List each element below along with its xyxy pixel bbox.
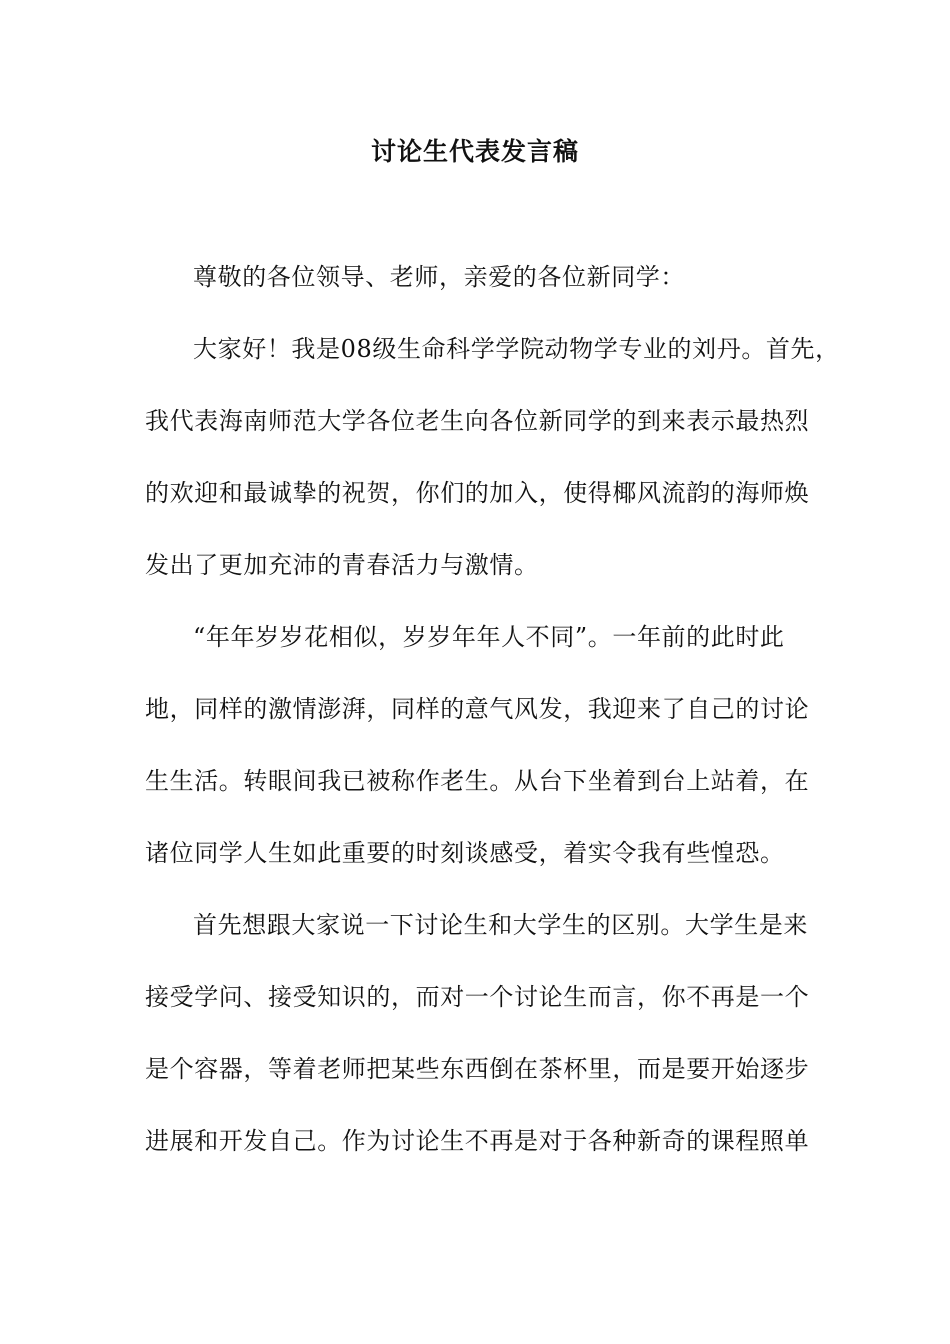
paragraph-line-5: 发出了更加充沛的青春活力与激情。 bbox=[145, 551, 539, 579]
paragraph-line-10: 首先想跟大家说一下讨论生和大学生的区别。大学生是来 bbox=[193, 911, 808, 939]
document-body bbox=[145, 252, 840, 1188]
paragraph-line-6: “年年岁岁花相似，岁岁年年人不同”。一年前的此时此 bbox=[193, 623, 785, 651]
paragraph-line-2: 大家好！我是08级生命科学学院动物学专业的刘丹。首先， bbox=[193, 335, 840, 363]
paragraph-line-4: 的欢迎和最诚挚的祝贺，你们的加入，使得椰风流韵的海师焕 bbox=[145, 479, 810, 507]
paragraph-line-1: 尊敬的各位领导、老师，亲爱的各位新同学： bbox=[193, 263, 685, 291]
paragraph-line-3: 我代表海南师范大学各位老生向各位新同学的到来表示最热烈 bbox=[145, 407, 810, 435]
paragraph-line-11: 接受学问、接受知识的，而对一个讨论生而言，你不再是一个 bbox=[145, 983, 810, 1011]
paragraph-line-9: 诸位同学人生如此重要的时刻谈感受，着实令我有些惶恐。 bbox=[145, 839, 785, 867]
paragraph-line-7: 地，同样的激情澎湃，同样的意气风发，我迎来了自己的讨论 bbox=[145, 695, 810, 723]
paragraph-line-8: 生生活。转眼间我已被称作老生。从台下坐着到台上站着，在 bbox=[145, 767, 810, 795]
paragraph-line-13: 进展和开发自己。作为讨论生不再是对于各种新奇的课程照单 bbox=[145, 1127, 810, 1155]
paragraph-line-12: 是个容器，等着老师把某些东西倒在茶杯里，而是要开始逐步 bbox=[145, 1055, 810, 1083]
document-title: 讨论生代表发言稿 bbox=[370, 137, 579, 166]
